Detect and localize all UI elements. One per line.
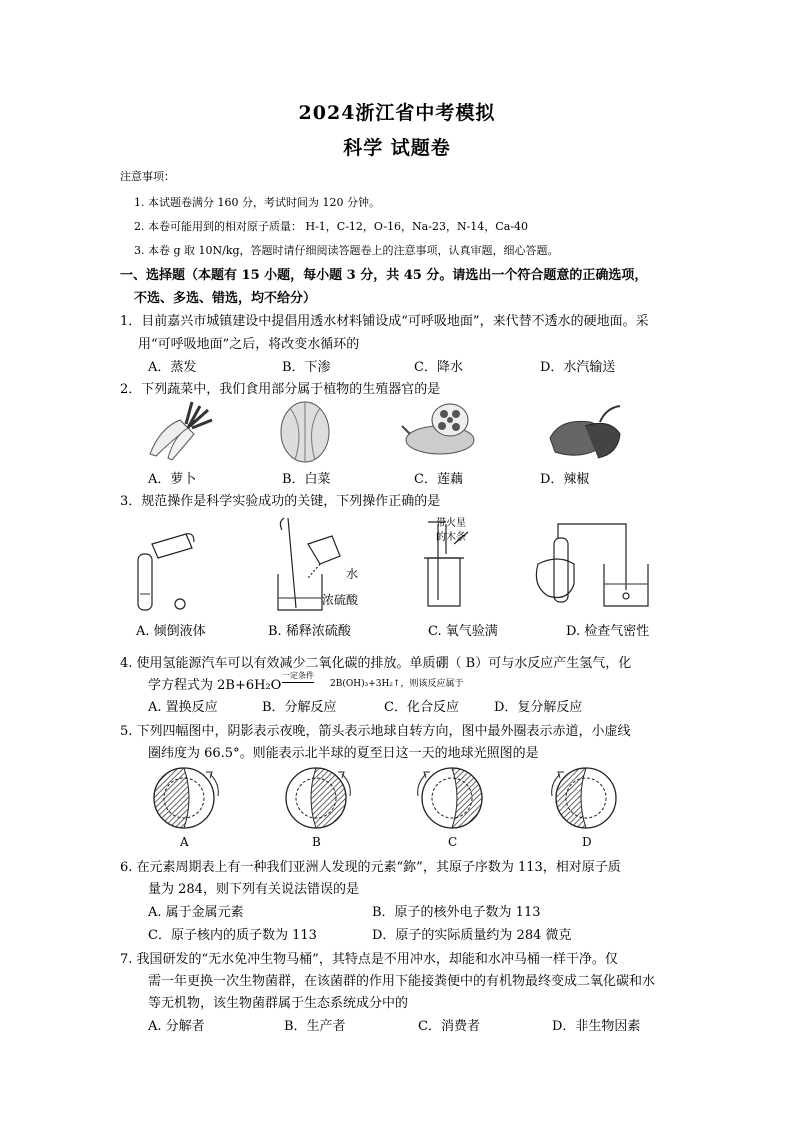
notice-item-1: 1. 本试题卷满分 160 分，考试时间为 120 分钟。	[134, 196, 380, 209]
page-subtitle: 科学 试题卷	[343, 137, 451, 159]
q2-option-d[interactable]: D．辣椒	[540, 472, 590, 487]
earth-label-d[interactable]: D	[582, 835, 592, 849]
q6-option-a[interactable]: A. 属于金属元素	[148, 905, 244, 920]
page-title: 2024浙江省中考模拟	[298, 102, 496, 124]
q6-option-d[interactable]: D．原子的实际质量约为 284 微克	[372, 928, 572, 943]
q3-option-b[interactable]: B. 稀释浓硫酸	[268, 624, 351, 639]
airtight-check-diagram	[536, 524, 648, 606]
q1-option-a[interactable]: A．蒸发	[148, 360, 197, 375]
q6-text-2: 量为 284，则下列有关说法错误的是	[148, 882, 359, 897]
q2-vegetable-images	[130, 398, 670, 464]
section-heading-2: 不选、多选、错选，均不给分）	[134, 291, 317, 306]
radish-image	[150, 402, 212, 460]
q2-text-1: 2．下列蔬菜中，我们食用部分属于植物的生殖器官的是	[120, 382, 441, 397]
cabbage-image	[281, 402, 329, 462]
earth-label-c[interactable]: C	[448, 835, 458, 849]
stick-label: 带火星	[436, 518, 466, 529]
q5-text-2: 圈纬度为 66.5°。则能表示北半球的夏至日这一天的地球光照图的是	[148, 746, 539, 761]
q6-option-b[interactable]: B．原子的核外电子数为 113	[372, 905, 541, 920]
q1-text-2: 用“可呼吸地面”之后，将改变水循环的	[138, 337, 360, 352]
q3-lab-diagrams	[128, 514, 688, 614]
q4-option-b[interactable]: B．分解反应	[262, 700, 337, 715]
stick-label-2: 的木条	[436, 532, 466, 543]
q3-option-a[interactable]: A. 倾倒液体	[136, 624, 206, 639]
q5-earth-diagrams	[140, 766, 640, 850]
pepper-image	[550, 406, 620, 458]
section-heading: 一、选择题（本题有 15 小题，每小题 3 分，共 45 分。请选出一个符合题意的正确选项，	[120, 268, 648, 283]
pouring-liquid-diagram	[138, 534, 194, 610]
q4-option-a[interactable]: A. 置换反应	[148, 700, 218, 715]
q7-text-2: 需一年更换一次生物菌群，在该菌群的作用下能接粪便中的有机物最终变成二氧化碳和水	[148, 974, 656, 989]
notice-item-2: 2. 本卷可能用到的相对原子质量： H-1，C-12，O-16，Na-23，N-14，Ca-40	[134, 220, 528, 233]
earth-label-b[interactable]: B	[312, 835, 321, 849]
q6-option-c[interactable]: C．原子核内的质子数为 113	[148, 928, 317, 943]
q1-option-b[interactable]: B．下渗	[282, 360, 331, 375]
q1-option-c[interactable]: C．降水	[414, 360, 463, 375]
q7-text-3: 等无机物，该生物菌群属于生态系统成分中的	[148, 996, 409, 1011]
reaction-condition: 一定条件	[282, 670, 314, 683]
earth-label-a[interactable]: A	[180, 835, 189, 849]
q3-text-1: 3．规范操作是科学实验成功的关键，下列操作正确的是	[120, 494, 441, 509]
q2-option-b[interactable]: B．白菜	[282, 472, 331, 487]
earth-diagram-c	[418, 768, 482, 828]
q5-text-1: 5. 下列四幅图中，阴影表示夜晚，箭头表示地球自转方向，图中最外圈表示赤道，小虚线	[120, 724, 631, 739]
q4-text-1: 4. 使用氢能源汽车可以有效减少二氧化碳的排放。单质硼（ B）可与水反应产生氢气，化	[120, 656, 632, 671]
acid-label: 浓硫酸	[322, 593, 359, 607]
water-label: 水	[346, 567, 359, 581]
q1-option-d[interactable]: D．水汽输送	[540, 360, 616, 375]
q4-option-c[interactable]: C．化合反应	[384, 700, 459, 715]
earth-diagram-a	[154, 768, 218, 828]
q1-text-1: 1．目前嘉兴市城镇建设中提倡用透水材料铺设成“可呼吸地面”，来代替不透水的硬地面。采	[120, 314, 649, 329]
q3-option-d[interactable]: D. 检查气密性	[566, 624, 650, 639]
notice-label: 注意事项：	[120, 170, 175, 183]
notice-item-3: 3. 本卷 g 取 10N/kg，答题时请仔细阅读答题卷上的注意事项，认真审题，细心答题。	[134, 244, 559, 257]
q3-option-c[interactable]: C. 氧气验满	[428, 624, 498, 639]
q2-option-a[interactable]: A．萝卜	[148, 472, 197, 487]
q4-text-2b: 2B(OH)₃+3H₂↑，则该反应属于	[330, 679, 464, 689]
q2-option-c[interactable]: C．莲藕	[414, 472, 463, 487]
q4-text-2: 学方程式为 2B+6H₂O	[148, 678, 282, 693]
earth-diagram-b	[286, 768, 350, 828]
q7-text-1: 7. 我国研发的“无水免冲生物马桶”，其特点是不用冲水，却能和水冲马桶一样干净。仅	[120, 952, 618, 967]
q6-text-1: 6. 在元素周期表上有一种我们亚洲人发现的元素“鉨”，其原子序数为 113，相对原子质	[120, 860, 621, 875]
q7-option-c[interactable]: C．消费者	[418, 1019, 480, 1034]
lotus-root-image	[402, 404, 474, 454]
q7-option-b[interactable]: B．生产者	[284, 1019, 346, 1034]
q7-option-d[interactable]: D．非生物因素	[552, 1019, 641, 1034]
q4-option-d[interactable]: D．复分解反应	[494, 700, 583, 715]
earth-diagram-d	[552, 768, 616, 828]
q7-option-a[interactable]: A. 分解者	[148, 1019, 205, 1034]
